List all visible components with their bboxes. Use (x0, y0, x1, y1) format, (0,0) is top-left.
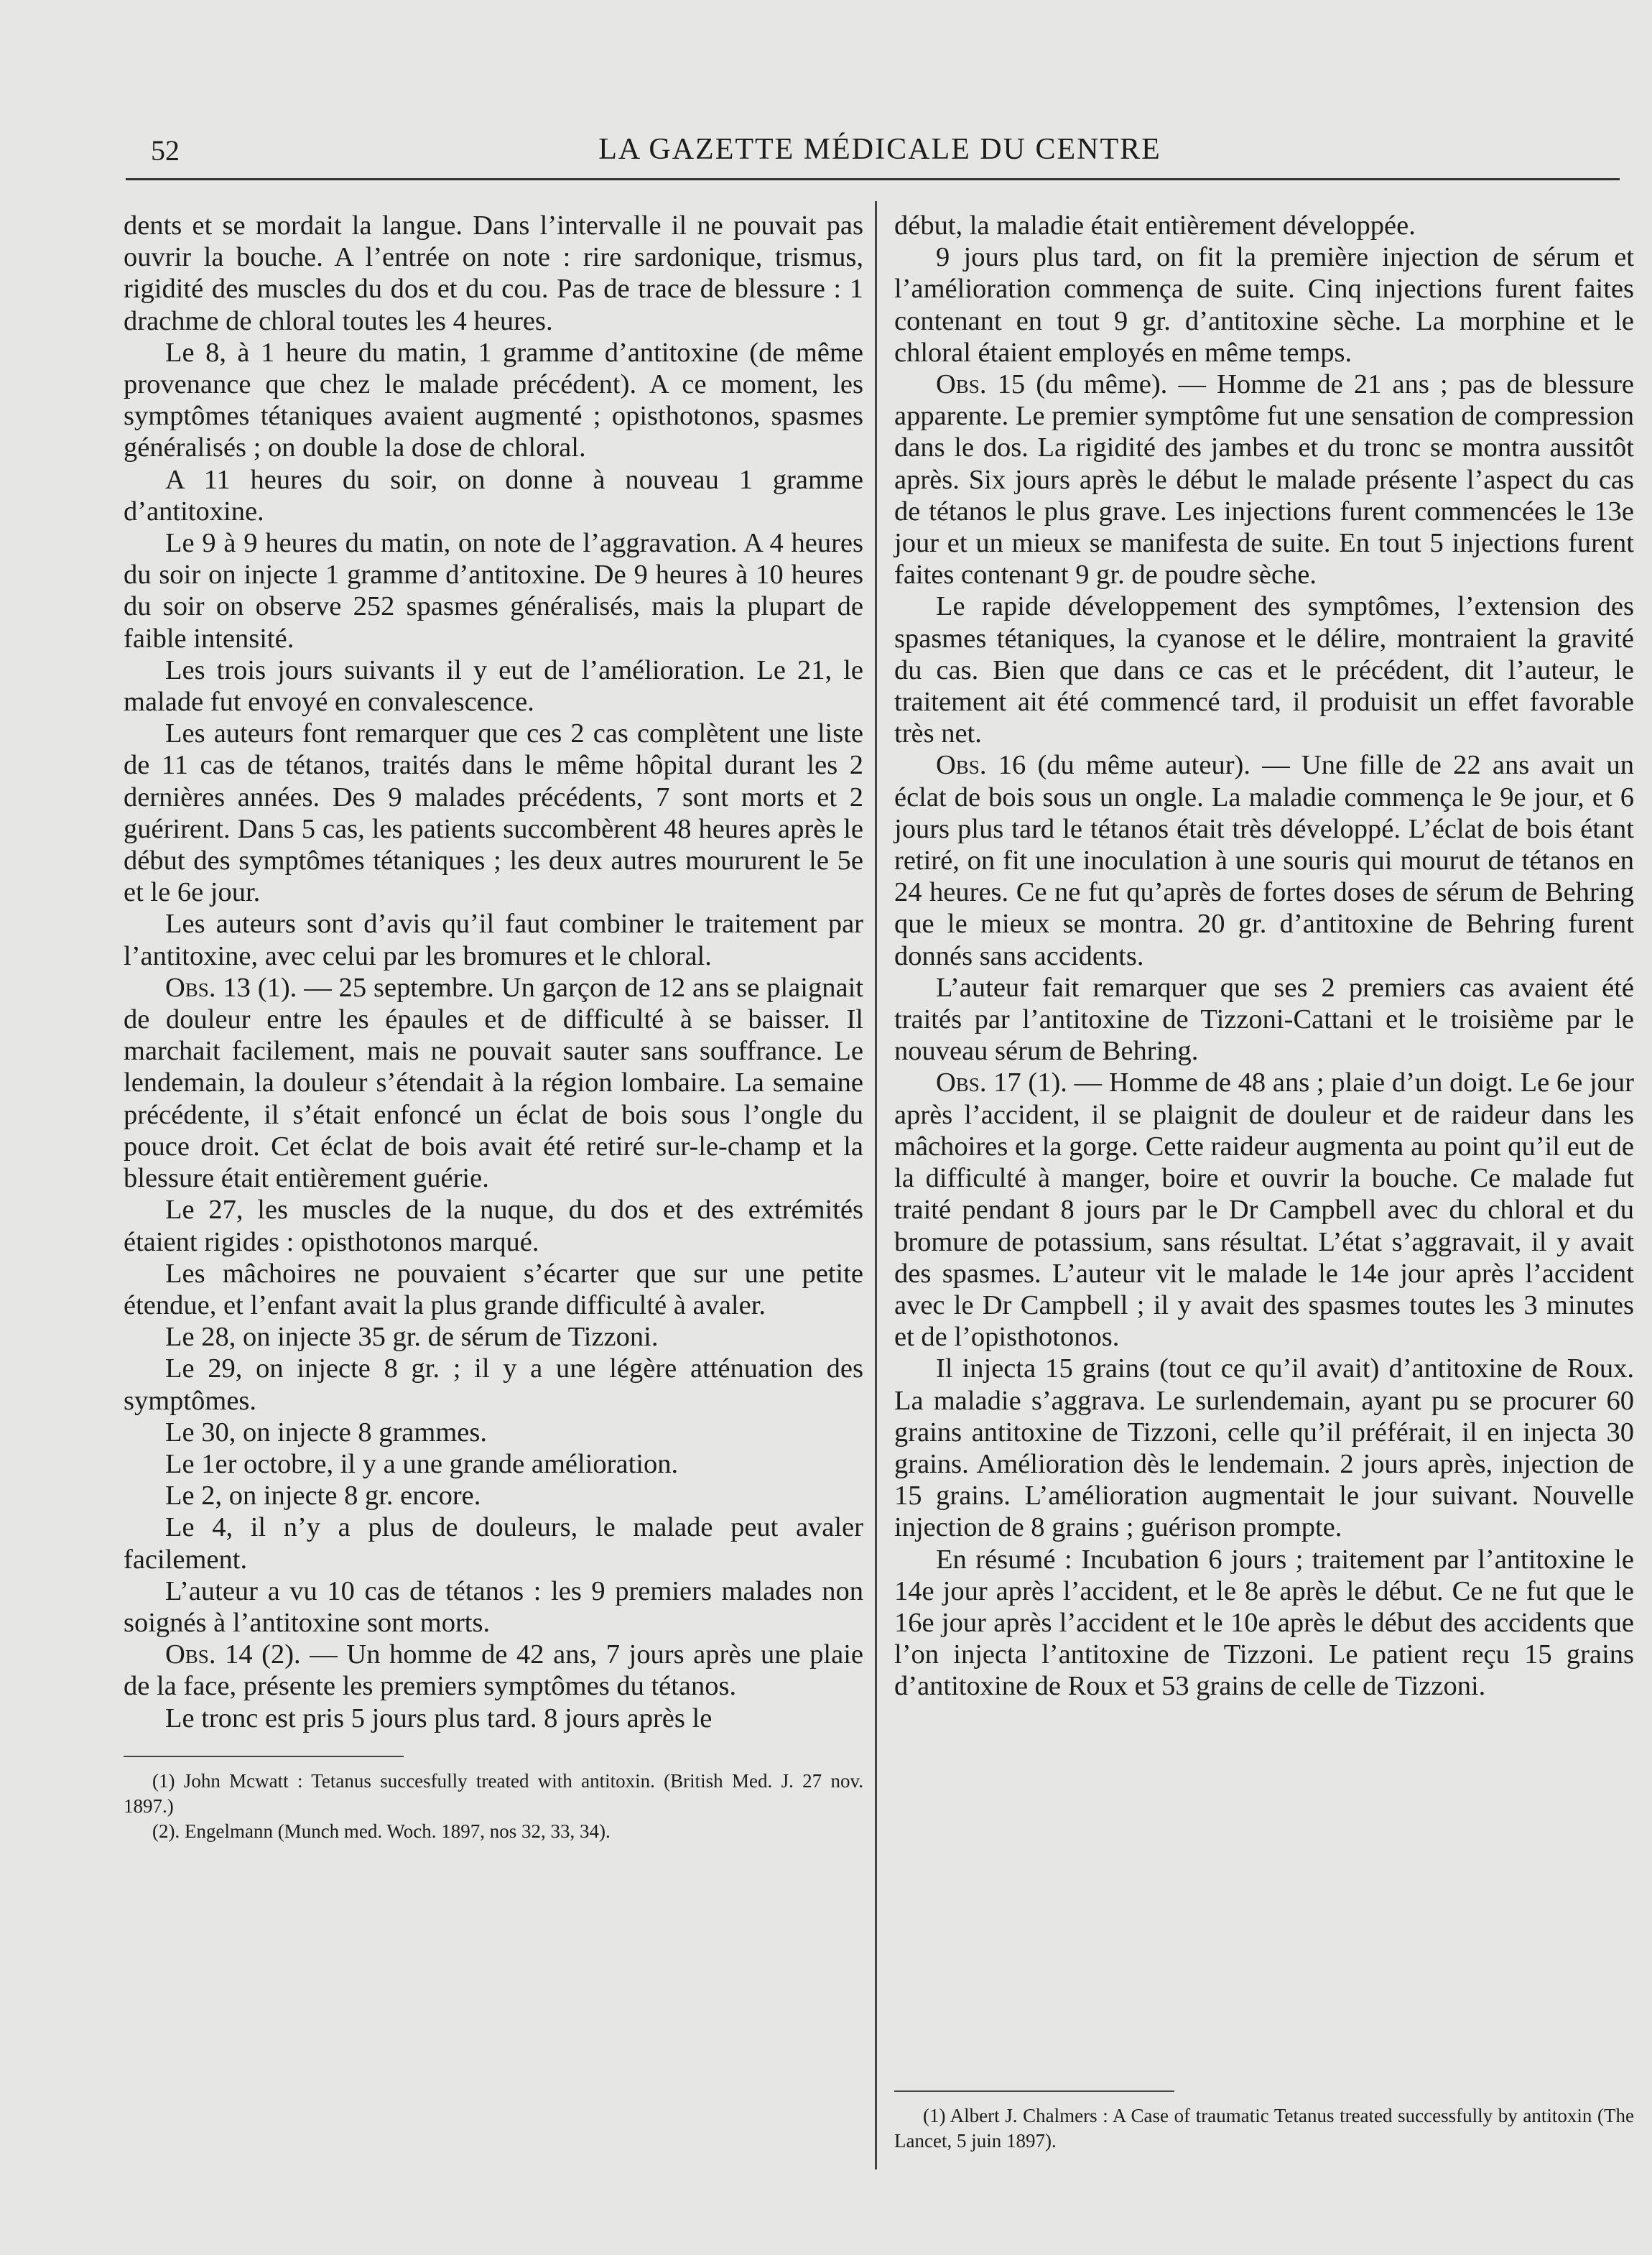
observation-14: Obs. 14 (2). — Un homme de 42 ans, 7 jours après une plaie de la face, présente les premiers symptômes du tétanos. (124, 1639, 863, 1702)
paragraph: Le 2, on injecte 8 gr. encore. (165, 1481, 481, 1511)
paragraph: Le 1er octobre, il y a une grande amélioration. (165, 1448, 679, 1479)
paragraph: Le 9 à 9 heures du matin, on note de l’aggravation. A 4 heures du soir on injecte 1 gramme d’antitoxine. De 9 heures à 10 heures du soir on observe 252 spasmes généralisés, mais la plupart de faible intensité. (124, 528, 863, 654)
right-footnotes (894, 2069, 1634, 2154)
paragraph: Les trois jours suivants il y eut de l’amélioration. Le 21, le malade fut envoyé en convalescence. (124, 654, 863, 718)
paragraph: Le 30, on injecte 8 grammes. (165, 1417, 487, 1448)
paragraph: Le rapide développement des symptômes, l’extension des spasmes tétaniques, la cyanose et le délire, montraient la gravité du cas. Bien que dans ce cas et le précédent, dit l’auteur, le traitement ait été commencé tard, il produisit un effet favorable très net. (894, 591, 1634, 749)
column-divider (875, 201, 877, 2170)
paragraph: dents et se mordait la langue. Dans l’intervalle il ne pouvait pas ouvrir la bouche. A l’entrée on note : rire sardonique, trismus, rigidité des muscles du dos et du cou. Pas de trace de blessure : 1 drachme de chloral toutes les 4 heures. (124, 210, 863, 336)
paragraph: Le 27, les muscles de la nuque, du dos et des extrémités étaient rigides : opisthotonos marqué. (124, 1195, 863, 1257)
footnote: (1) John Mcwatt : Tetanus succesfully treated with antitoxin. (British Med. J. 27 nov. 1897.) (124, 1769, 863, 1817)
left-column (124, 210, 863, 1844)
right-column (894, 210, 1634, 1703)
paragraph: Le 4, il n’y a plus de douleurs, le malade peut avaler facilement. (124, 1512, 863, 1575)
paragraph: L’auteur a vu 10 cas de tétanos : les 9 premiers malades non soignés à l’antitoxine sont morts. (124, 1575, 863, 1638)
paragraph: Les auteurs font remarquer que ces 2 cas complètent une liste de 11 cas de tétanos, traités dans le même hôpital durant les 2 dernières années. Des 9 malades précédents, 7 sont morts et 2 guérirent. Dans 5 cas, les patients succombèrent 48 heures après le début des symptômes tétaniques ; les deux autres moururent le 5e et le 6e jour. (124, 718, 863, 908)
footnote-rule (894, 2090, 1174, 2092)
observation-13: Obs. 13 (1). — 25 septembre. Un garçon de 12 ans se plaignait de douleur entre les épaules et de difficulté à se baisser. Il marchait facilement, mais ne pouvait sauter sans souffrance. Le lendemain, la douleur s’étendait à la région lombaire. La semaine précédente, il s’était enfoncé un éclat de bois sous l’ongle du pouce droit. Cet éclat de bois avait été retiré sur-le-champ et la blessure était entièrement guérie. (124, 972, 863, 1194)
observation-17: Obs. 17 (1). — Homme de 48 ans ; plaie d’un doigt. Le 6e jour après l’accident, il se plaignit de douleur et de raideur dans les mâchoires et la gorge. Cette raideur augmenta au point qu’il eut de la difficulté à manger, boire et ouvrir la bouche. Ce malade fut traité pendant 8 jours par le Dr Campbell avec du chloral et du bromure de potassium, sans résultat. L’état s’aggravait, il y avait des spasmes. L’auteur vit le malade le 14e jour après l’accident avec le Dr Campbell ; il y avait des spasmes toutes les 3 minutes et de l’opisthotonos. (894, 1068, 1634, 1353)
paragraph: début, la maladie était entièrement développée. (894, 210, 1416, 241)
paragraph: Le 8, à 1 heure du matin, 1 gramme d’antitoxine (de même provenance que chez le malade précédent). A ce moment, les symptômes tétaniques avaient augmenté ; opisthotonos, spasmes généralisés ; on double la dose de chloral. (124, 337, 863, 463)
paragraph: Le 29, on injecte 8 gr. ; il y a une légère atténuation des symptômes. (124, 1353, 863, 1416)
page-header (144, 129, 1616, 172)
page-number: 52 (151, 134, 180, 167)
paragraph: Les mâchoires ne pouvaient s’écarter que sur une petite étendue, et l’enfant avait la plus grande difficulté à avaler. (124, 1258, 863, 1320)
paragraph: Les auteurs sont d’avis qu’il faut combiner le traitement par l’antitoxine, avec celui par les bromures et le chloral. (124, 909, 863, 971)
paragraph: Le tronc est pris 5 jours plus tard. 8 jours après le (165, 1703, 713, 1733)
observation-16: Obs. 16 (du même auteur). — Une fille de 22 ans avait un éclat de bois sous un ongle. La maladie commença le 9e jour, et 6 jours plus tard le tétanos était très développé. L’éclat de bois étant retiré, on fit une inoculation à une souris qui mourut de tétanos en 24 heures. Ce ne fut qu’après de fortes doses de sérum de Behring que le mieux se montra. 20 gr. d’antitoxine de Behring furent donnés sans accidents. (894, 750, 1634, 971)
footnote: (2). Engelmann (Munch med. Woch. 1897, nos 32, 33, 34). (152, 1820, 611, 1842)
observation-15: Obs. 15 (du même). — Homme de 21 ans ; pas de blessure apparente. Le premier symptôme fut une sensation de compression dans le dos. La rigidité des jambes et du tronc se montra aussitôt après. Six jours après le début le malade présente l’aspect du cas de tétanos le plus grave. Les injections furent commencées le 13e jour et un mieux se manifesta de suite. En tout 5 injections furent faites contenant 9 gr. de poudre sèche. (894, 369, 1634, 591)
header-rule (126, 178, 1620, 180)
footnote-rule (124, 1756, 404, 1757)
paragraph: Le 28, on injecte 35 gr. de sérum de Tizzoni. (165, 1322, 659, 1353)
paragraph: Il injecta 15 grains (tout ce qu’il avait) d’antitoxine de Roux. La maladie s’aggrava. Le surlendemain, ayant pu se procurer 60 grains antitoxine de Tizzoni, celle qu’il préférait, il en injecta 30 grains. Amélioration dès le lendemain. 2 jours après, injection de 15 grains. L’amélioration augmentait le jour suivant. Nouvelle injection de 8 grains ; guérison prompte. (894, 1353, 1634, 1543)
paragraph: A 11 heures du soir, on donne à nouveau 1 gramme d’antitoxine. (124, 464, 863, 527)
summary-paragraph: En résumé : Incubation 6 jours ; traitement par l’antitoxine le 14e jour après l’accident, et le 8e après le début. Ce ne fut que le 16e jour après l’accident et le 10e après le début des accidents que l’on injecta l’antitoxine de Tizzoni. Le patient reçu 15 grains d’antitoxine de Roux et 53 grains de celle de Tizzoni. (894, 1544, 1634, 1702)
paragraph: L’auteur fait remarquer que ses 2 premiers cas avaient été traités par l’antitoxine de Tizzoni-Cattani et le troisième par le nouveau sérum de Behring. (894, 972, 1634, 1067)
paragraph: 9 jours plus tard, on fit la première injection de sérum et l’amélioration commença de suite. Cinq injections furent faites contenant en tout 9 gr. d’antitoxine sèche. La morphine et le chloral étaient employés en même temps. (894, 242, 1634, 368)
journal-title: LA GAZETTE MÉDICALE DU CENTRE (598, 133, 1161, 166)
footnote: (1) Albert J. Chalmers : A Case of traumatic Tetanus treated successfully by antitoxin (The Lancet, 5 juin 1897). (894, 2105, 1634, 2152)
